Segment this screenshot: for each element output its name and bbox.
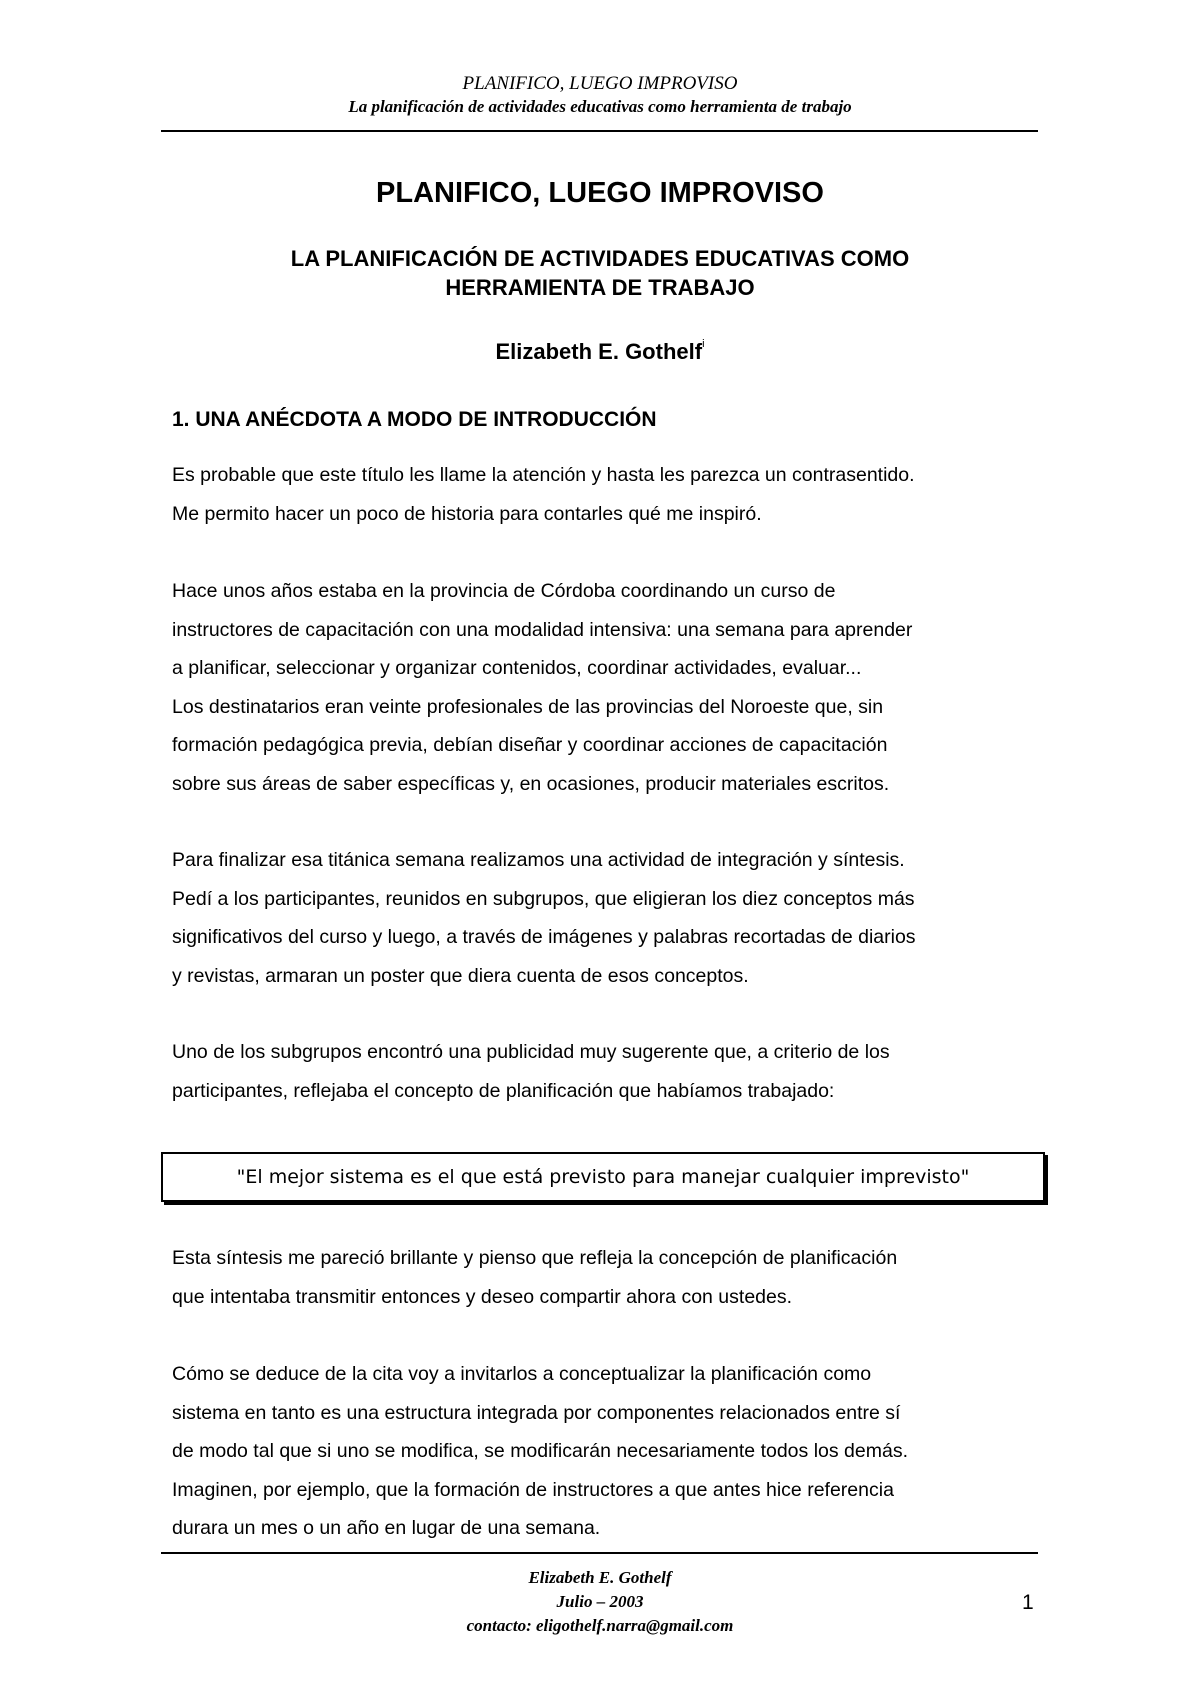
- paragraph-3: [172, 841, 1052, 995]
- paragraph-line: y revistas, armaran un poster que diera cuenta de esos conceptos.: [172, 964, 749, 987]
- paragraph-line: Esta síntesis me pareció brillante y pienso que refleja la concepción de planificación: [172, 1247, 898, 1269]
- running-header-subtitle: La planificación de actividades educativas como herramienta de trabajo: [348, 97, 852, 116]
- paragraph-line: que intentaba transmitir entonces y deseo compartir ahora con ustedes.: [172, 1285, 793, 1308]
- paragraph-line: formación pedagógica previa, debían diseñar y coordinar acciones de capacitación: [172, 734, 888, 756]
- paragraph-line: durara un mes o un año en lugar de una semana.: [172, 1517, 601, 1539]
- document-subtitle-line-2: HERRAMIENTA DE TRABAJO: [445, 275, 755, 300]
- paragraph-line: sobre sus áreas de saber específicas y, en ocasiones, producir materiales escritos.: [172, 772, 890, 795]
- paragraph-line: Cómo se deduce de la cita voy a invitarlos a conceptualizar la planificación como: [172, 1363, 872, 1385]
- paragraph-line: sistema en tanto es una estructura integrada por componentes relacionados entre sí: [172, 1401, 901, 1424]
- footer-divider: [161, 1552, 1038, 1554]
- paragraph-line: Uno de los subgrupos encontró una publicidad muy sugerente que, a criterio de los: [172, 1041, 890, 1063]
- document-author: [0, 330, 1200, 366]
- paragraph-line: Hace unos años estaba en la provincia de Córdoba coordinando un curso de: [172, 580, 836, 602]
- author-footnote-marker[interactable]: i: [702, 338, 705, 350]
- quote-box: "El mejor sistema es el que está previsto para manejar cualquier imprevisto": [161, 1152, 1045, 1202]
- paragraph-2: [172, 572, 1052, 803]
- running-header: [0, 72, 1200, 118]
- paragraph-line: participantes, reflejaba el concepto de planificación que habíamos trabajado:: [172, 1079, 835, 1102]
- paragraph-6: [172, 1355, 1052, 1548]
- document-title: PLANIFICO, LUEGO IMPROVISO: [376, 177, 824, 209]
- paragraph-line: Para finalizar esa titánica semana realizamos una actividad de integración y síntesis.: [172, 849, 905, 871]
- paragraph-line: Imaginen, por ejemplo, que la formación de instructores a que antes hice referencia: [172, 1478, 894, 1501]
- footer-author: Elizabeth E. Gothelf: [528, 1568, 672, 1587]
- paragraph-1: [172, 456, 1052, 533]
- author-name: Elizabeth E. Gothelf: [495, 339, 703, 364]
- paragraph-line: Es probable que este título les llame la atención y hasta les parezca un contrasentido.: [172, 464, 915, 486]
- running-header-title: PLANIFICO, LUEGO IMPROVISO: [462, 73, 738, 94]
- paragraph-4: [172, 1033, 1052, 1110]
- page-number: 1: [1022, 1591, 1034, 1614]
- paragraph-line: de modo tal que si uno se modifica, se modificarán necesariamente todos los demás.: [172, 1440, 908, 1462]
- footer: [0, 1566, 1200, 1638]
- document-subtitle: [0, 244, 1200, 302]
- paragraph-line: Me permito hacer un poco de historia para contarles qué me inspiró.: [172, 502, 762, 525]
- header-divider: [161, 130, 1038, 132]
- paragraph-line: Los destinatarios eran veinte profesionales de las provincias del Noroeste que, sin: [172, 695, 884, 718]
- paragraph-line: a planificar, seleccionar y organizar contenidos, coordinar actividades, evaluar...: [172, 657, 862, 679]
- document-subtitle-line-1: LA PLANIFICACIÓN DE ACTIVIDADES EDUCATIVAS COMO: [290, 246, 910, 271]
- paragraph-5: [172, 1239, 1052, 1316]
- paragraph-line: significativos del curso y luego, a través de imágenes y palabras recortadas de diarios: [172, 926, 916, 948]
- paragraph-line: instructores de capacitación con una modalidad intensiva: una semana para aprender: [172, 618, 913, 641]
- paragraph-line: Pedí a los participantes, reunidos en subgrupos, que eligieran los diez conceptos más: [172, 887, 915, 910]
- footer-contact: contacto: eligothelf.narra@gmail.com: [466, 1616, 734, 1635]
- footer-date: Julio – 2003: [556, 1592, 644, 1611]
- section-heading: 1. UNA ANÉCDOTA A MODO DE INTRODUCCIÓN: [172, 408, 657, 431]
